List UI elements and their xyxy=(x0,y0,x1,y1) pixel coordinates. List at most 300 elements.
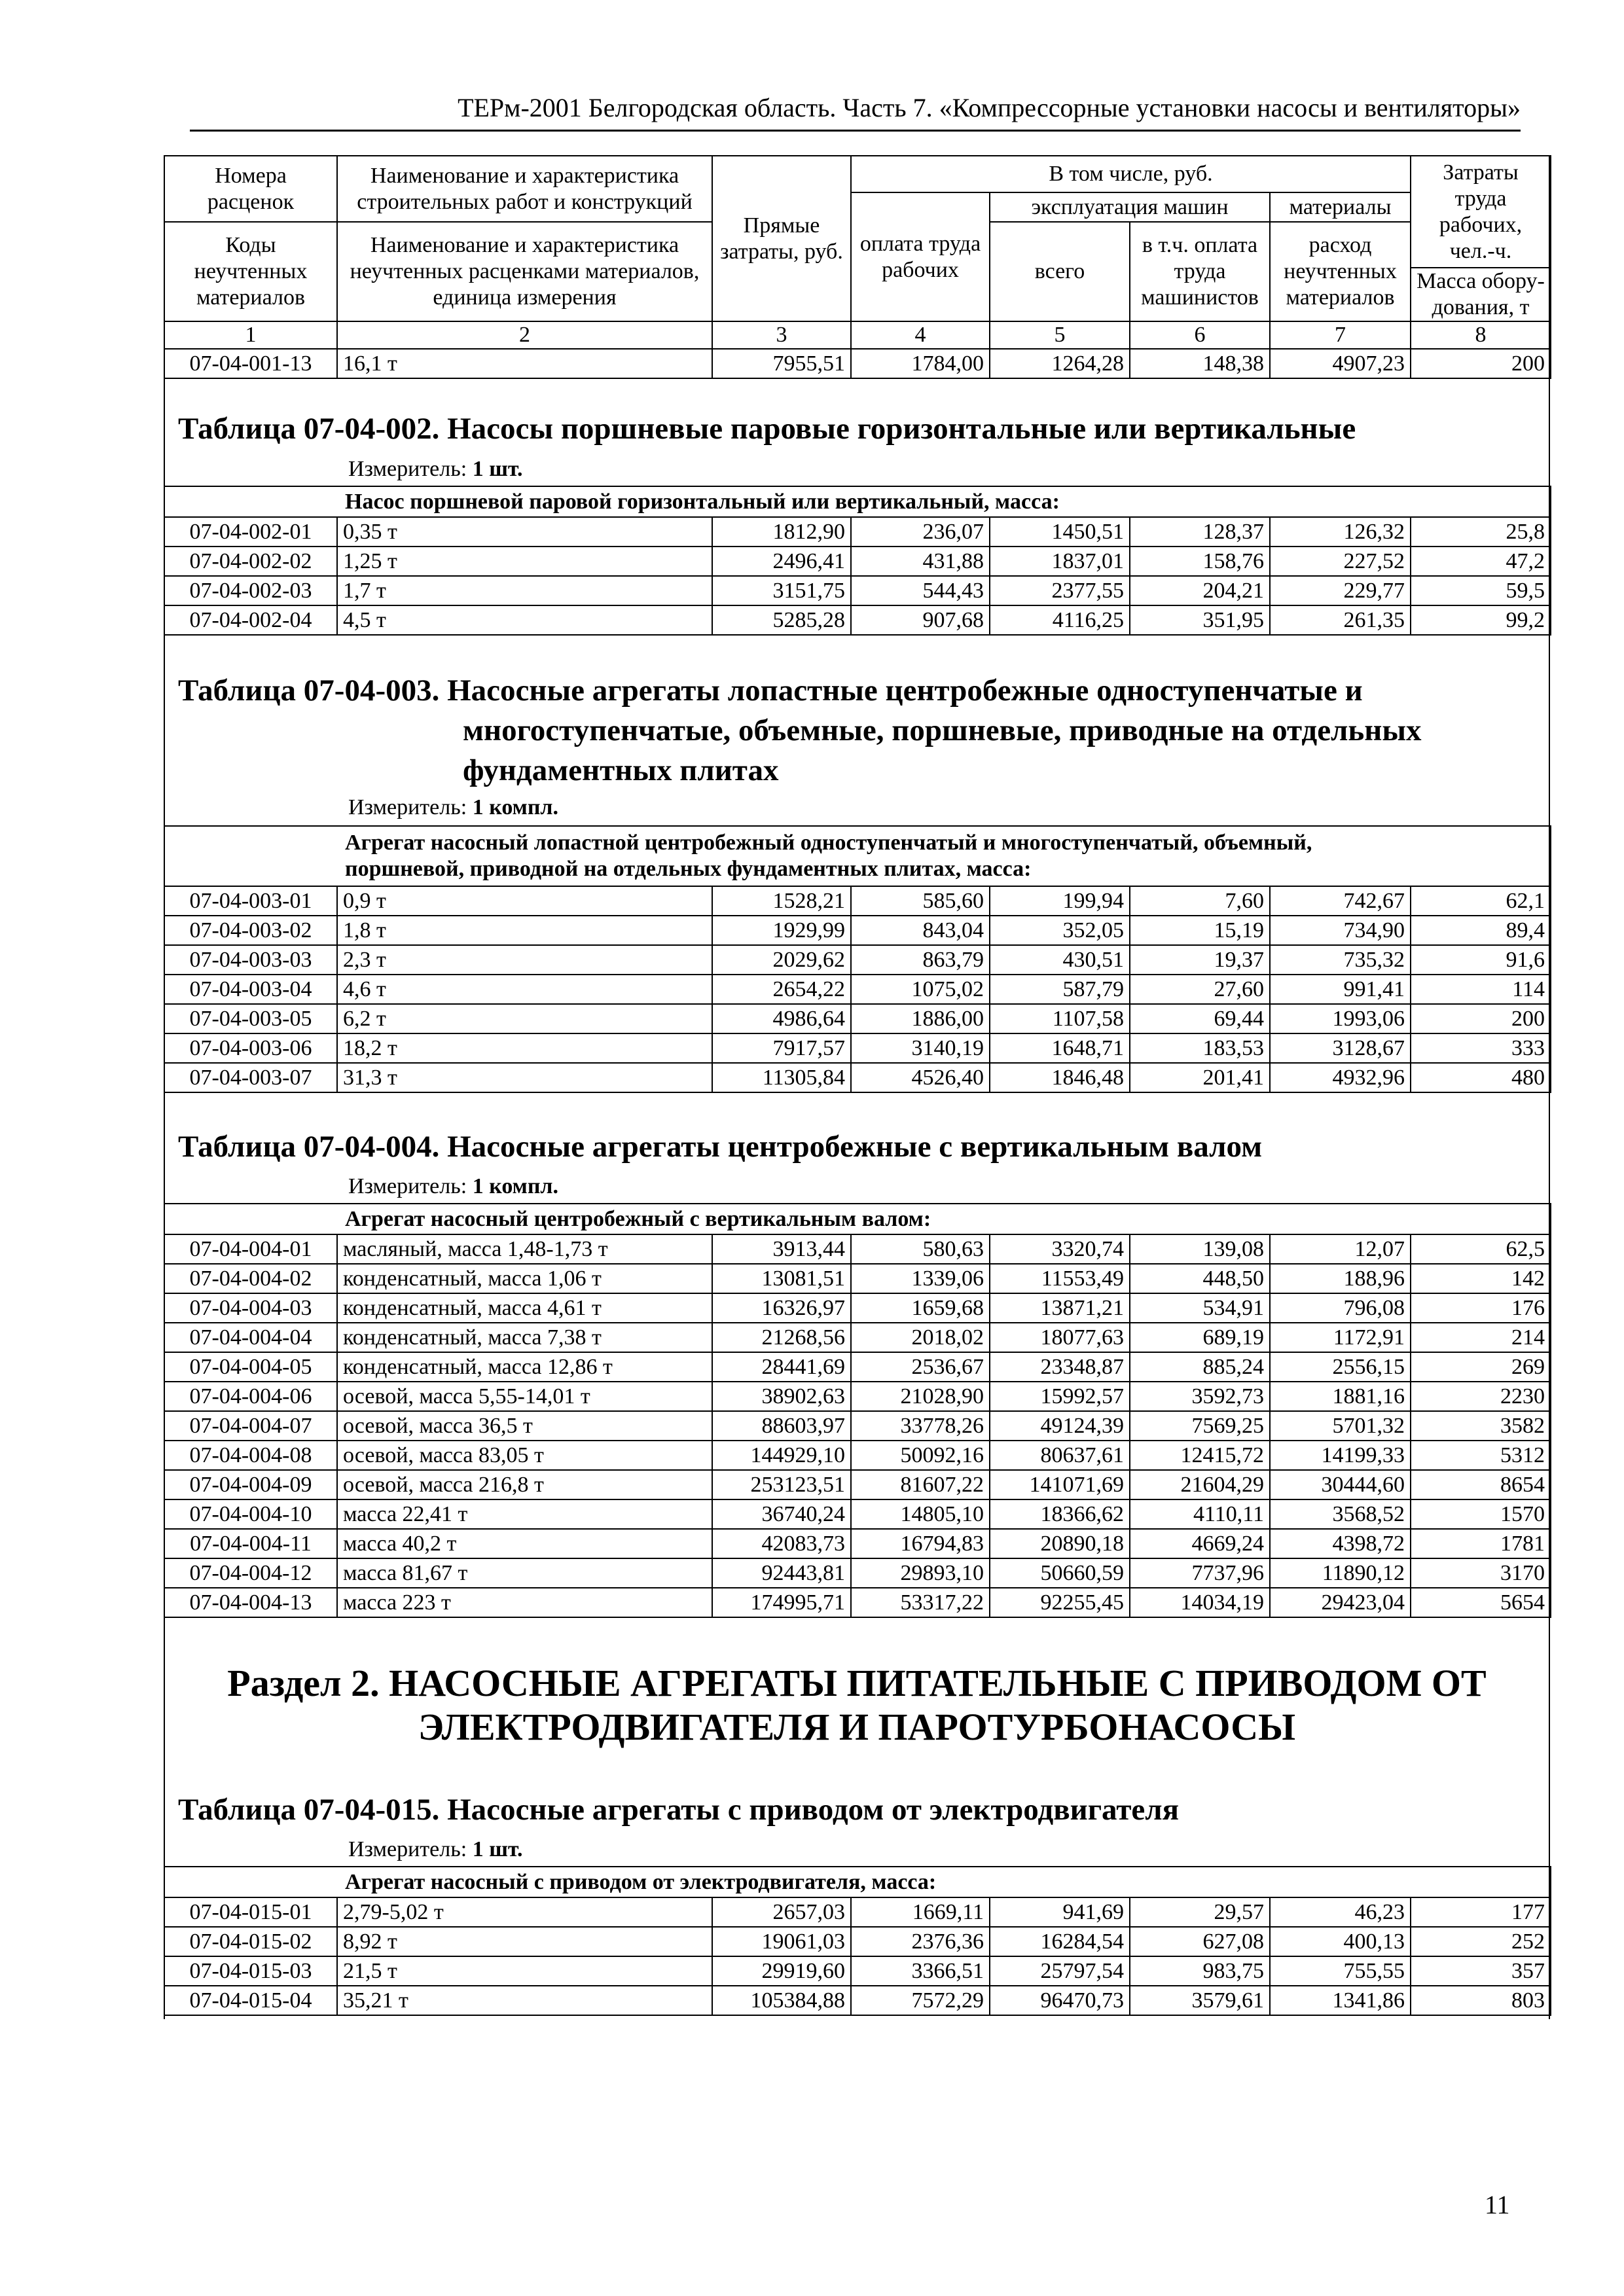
subheader-015: Агрегат насосный с приводом от электродвигателя, масса: xyxy=(164,1867,1551,1897)
row-machinist-pay: 128,37 xyxy=(1130,517,1270,547)
row-labor-hours: 1570 xyxy=(1411,1499,1551,1529)
row-materials: 30444,60 xyxy=(1270,1470,1411,1499)
table-row xyxy=(164,1004,1551,1033)
row-labor-pay: 843,04 xyxy=(851,916,990,945)
table-row xyxy=(164,1588,1551,1617)
row-machinist-pay: 689,19 xyxy=(1130,1323,1270,1352)
row-direct-costs: 38902,63 xyxy=(712,1382,851,1411)
row-labor-hours: 5312 xyxy=(1411,1441,1551,1470)
row-code: 07-04-004-02 xyxy=(164,1264,337,1293)
row-name: осевой, масса 83,05 т xyxy=(337,1441,712,1470)
col8-header-bottom: Масса обору-дования, т xyxy=(1411,268,1551,321)
row-name: 1,8 т xyxy=(337,916,712,945)
row-labor-hours: 59,5 xyxy=(1411,576,1551,605)
row-materials: 11890,12 xyxy=(1270,1558,1411,1588)
row-direct-costs: 3151,75 xyxy=(712,576,851,605)
table-row xyxy=(164,517,1551,547)
table-row xyxy=(164,1411,1551,1441)
row-direct-costs: 3913,44 xyxy=(712,1234,851,1264)
col2-header-bottom: Наименование и характеристика неучтенных расценками материалов, единица измерения xyxy=(337,222,712,321)
row-machines-total: 1107,58 xyxy=(990,1004,1130,1033)
measure-value: 1 компл. xyxy=(472,795,559,819)
row-machines-total: 25797,54 xyxy=(990,1956,1130,1986)
row-machines-total: 18077,63 xyxy=(990,1323,1130,1352)
row-labor-hours: 99,2 xyxy=(1411,605,1551,635)
row-direct-costs: 5285,28 xyxy=(712,605,851,635)
row-machines-total: 4116,25 xyxy=(990,605,1130,635)
row-code: 07-04-004-05 xyxy=(164,1352,337,1382)
row-machines-total: 1837,01 xyxy=(990,547,1130,576)
group-including-header: В том числе, руб. xyxy=(851,156,1411,192)
row-materials: 14199,33 xyxy=(1270,1441,1411,1470)
row-materials: 1172,91 xyxy=(1270,1323,1411,1352)
row-labor-hours: 200 xyxy=(1411,349,1551,378)
col3-header: Прямые затраты, руб. xyxy=(712,156,851,321)
row-machinist-pay: 148,38 xyxy=(1130,349,1270,378)
row-code: 07-04-002-04 xyxy=(164,605,337,635)
row-materials: 742,67 xyxy=(1270,886,1411,916)
section-heading-line1: Раздел 2. НАСОСНЫЕ АГРЕГАТЫ ПИТАТЕЛЬНЫЕ С ПРИВОДОМ ОТ xyxy=(227,1662,1487,1704)
row-labor-pay: 1669,11 xyxy=(851,1897,990,1927)
table-row xyxy=(164,1033,1551,1063)
row-materials: 5701,32 xyxy=(1270,1411,1411,1441)
table-row xyxy=(164,576,1551,605)
row-name: 4,6 т xyxy=(337,975,712,1004)
row-direct-costs: 29919,60 xyxy=(712,1956,851,1986)
row-labor-hours: 2230 xyxy=(1411,1382,1551,1411)
measure-label: Измеритель: xyxy=(348,1174,467,1198)
row-materials: 1993,06 xyxy=(1270,1004,1411,1033)
row-machines-total: 80637,61 xyxy=(990,1441,1130,1470)
table-row xyxy=(164,1986,1551,2015)
row-direct-costs: 7955,51 xyxy=(712,349,851,378)
measure-015 xyxy=(348,1837,523,1863)
row-labor-hours: 177 xyxy=(1411,1897,1551,1927)
measure-label: Измеритель: xyxy=(348,457,467,481)
row-labor-pay: 1784,00 xyxy=(851,349,990,378)
table-row xyxy=(164,1323,1551,1352)
table-row xyxy=(164,1529,1551,1558)
col-number-8: 8 xyxy=(1411,321,1551,349)
row-name: конденсатный, масса 4,61 т xyxy=(337,1293,712,1323)
row-labor-pay: 3366,51 xyxy=(851,1956,990,1986)
table-row xyxy=(164,1382,1551,1411)
row-machinist-pay: 3592,73 xyxy=(1130,1382,1270,1411)
row-labor-hours: 91,6 xyxy=(1411,945,1551,975)
row-materials: 3128,67 xyxy=(1270,1033,1411,1063)
row-machinist-pay: 139,08 xyxy=(1130,1234,1270,1264)
col-number-1: 1 xyxy=(164,321,337,349)
row-code: 07-04-003-05 xyxy=(164,1004,337,1033)
col-number-5: 5 xyxy=(990,321,1130,349)
row-direct-costs: 16326,97 xyxy=(712,1293,851,1323)
row-labor-pay: 53317,22 xyxy=(851,1588,990,1617)
row-code: 07-04-015-03 xyxy=(164,1956,337,1986)
row-materials: 991,41 xyxy=(1270,975,1411,1004)
table-row xyxy=(164,945,1551,975)
row-machinist-pay: 201,41 xyxy=(1130,1063,1270,1092)
row-labor-hours: 62,1 xyxy=(1411,886,1551,916)
table-row xyxy=(164,1956,1551,1986)
row-direct-costs: 19061,03 xyxy=(712,1927,851,1956)
row-direct-costs: 1528,21 xyxy=(712,886,851,916)
measure-002 xyxy=(348,456,523,482)
row-direct-costs: 21268,56 xyxy=(712,1323,851,1352)
col-number-7: 7 xyxy=(1270,321,1411,349)
row-machines-total: 1264,28 xyxy=(990,349,1130,378)
row-name: масляный, масса 1,48-1,73 т xyxy=(337,1234,712,1264)
row-materials: 735,32 xyxy=(1270,945,1411,975)
row-labor-hours: 252 xyxy=(1411,1927,1551,1956)
table-row xyxy=(164,886,1551,916)
table-row xyxy=(164,1441,1551,1470)
table-title-004: Таблица 07-04-004. Насосные агрегаты центробежные с вертикальным валом xyxy=(178,1130,1263,1164)
row-materials: 734,90 xyxy=(1270,916,1411,945)
col5-header: всего xyxy=(990,222,1130,321)
row-labor-pay: 21028,90 xyxy=(851,1382,990,1411)
row-machinist-pay: 15,19 xyxy=(1130,916,1270,945)
row-labor-pay: 33778,26 xyxy=(851,1411,990,1441)
row-machinist-pay: 534,91 xyxy=(1130,1293,1270,1323)
row-materials: 1341,86 xyxy=(1270,1986,1411,2015)
row-name: масса 22,41 т xyxy=(337,1499,712,1529)
row-machines-total: 16284,54 xyxy=(990,1927,1130,1956)
row-machines-total: 1450,51 xyxy=(990,517,1130,547)
row-code: 07-04-004-13 xyxy=(164,1588,337,1617)
row-machinist-pay: 4669,24 xyxy=(1130,1529,1270,1558)
row-labor-hours: 214 xyxy=(1411,1323,1551,1352)
row-labor-hours: 47,2 xyxy=(1411,547,1551,576)
row-labor-pay: 81607,22 xyxy=(851,1470,990,1499)
table-003 xyxy=(164,825,1551,1093)
row-labor-hours: 1781 xyxy=(1411,1529,1551,1558)
row-labor-pay: 236,07 xyxy=(851,517,990,547)
row-name: масса 81,67 т xyxy=(337,1558,712,1588)
row-materials: 227,52 xyxy=(1270,547,1411,576)
row-labor-pay: 585,60 xyxy=(851,886,990,916)
row-code: 07-04-003-07 xyxy=(164,1063,337,1092)
row-machinist-pay: 7737,96 xyxy=(1130,1558,1270,1588)
table-row xyxy=(164,1293,1551,1323)
row-labor-pay: 580,63 xyxy=(851,1234,990,1264)
row-machines-total: 141071,69 xyxy=(990,1470,1130,1499)
subheader-004: Агрегат насосный центробежный с вертикальным валом: xyxy=(164,1204,1551,1234)
header-rule xyxy=(190,130,1521,132)
measure-label: Измеритель: xyxy=(348,1837,467,1861)
row-labor-pay: 16794,83 xyxy=(851,1529,990,1558)
col1-header-top: Номера расценок xyxy=(164,156,337,222)
row-machinist-pay: 627,08 xyxy=(1130,1927,1270,1956)
row-machines-total: 430,51 xyxy=(990,945,1130,975)
row-direct-costs: 105384,88 xyxy=(712,1986,851,2015)
col-number-2: 2 xyxy=(337,321,712,349)
row-labor-pay: 3140,19 xyxy=(851,1033,990,1063)
row-code: 07-04-004-04 xyxy=(164,1323,337,1352)
row-name: 35,21 т xyxy=(337,1986,712,2015)
row-labor-hours: 480 xyxy=(1411,1063,1551,1092)
page-number: 11 xyxy=(1485,2190,1510,2219)
row-code: 07-04-004-10 xyxy=(164,1499,337,1529)
row-materials: 12,07 xyxy=(1270,1234,1411,1264)
row-materials: 4398,72 xyxy=(1270,1529,1411,1558)
row-machines-total: 96470,73 xyxy=(990,1986,1130,2015)
row-labor-hours: 3582 xyxy=(1411,1411,1551,1441)
row-machinist-pay: 158,76 xyxy=(1130,547,1270,576)
row-direct-costs: 2029,62 xyxy=(712,945,851,975)
row-machines-total: 3320,74 xyxy=(990,1234,1130,1264)
row-machines-total: 20890,18 xyxy=(990,1529,1130,1558)
measure-004 xyxy=(348,1174,558,1200)
row-name: осевой, масса 5,55-14,01 т xyxy=(337,1382,712,1411)
row-name: 18,2 т xyxy=(337,1033,712,1063)
row-materials: 4932,96 xyxy=(1270,1063,1411,1092)
running-header: ТЕРм-2001 Белгородская область. Часть 7. «Компрессорные установки насосы и вентиляторы» xyxy=(458,93,1521,122)
row-code: 07-04-002-03 xyxy=(164,576,337,605)
table-row xyxy=(164,1063,1551,1092)
row-name: масса 40,2 т xyxy=(337,1529,712,1558)
row-machinist-pay: 19,37 xyxy=(1130,945,1270,975)
row-machinist-pay: 69,44 xyxy=(1130,1004,1270,1033)
row-machines-total: 13871,21 xyxy=(990,1293,1130,1323)
row-labor-hours: 62,5 xyxy=(1411,1234,1551,1264)
row-machinist-pay: 27,60 xyxy=(1130,975,1270,1004)
row-labor-hours: 25,8 xyxy=(1411,517,1551,547)
row-materials: 796,08 xyxy=(1270,1293,1411,1323)
table-row xyxy=(164,605,1551,635)
row-direct-costs: 11305,84 xyxy=(712,1063,851,1092)
row-name: 6,2 т xyxy=(337,1004,712,1033)
row-machinist-pay: 4110,11 xyxy=(1130,1499,1270,1529)
table-row xyxy=(164,975,1551,1004)
row-direct-costs: 174995,71 xyxy=(712,1588,851,1617)
col1-header-bottom: Коды неучтенных материалов xyxy=(164,222,337,321)
col2-header-top: Наименование и характеристика строительных работ и конструкций xyxy=(337,156,712,222)
row-name: 2,79-5,02 т xyxy=(337,1897,712,1927)
row-code: 07-04-004-07 xyxy=(164,1411,337,1441)
row-labor-pay: 50092,16 xyxy=(851,1441,990,1470)
row-name: масса 223 т xyxy=(337,1588,712,1617)
row-labor-hours: 89,4 xyxy=(1411,916,1551,945)
row-labor-pay: 907,68 xyxy=(851,605,990,635)
row-code: 07-04-004-08 xyxy=(164,1441,337,1470)
row-code: 07-04-003-01 xyxy=(164,886,337,916)
row-direct-costs: 36740,24 xyxy=(712,1499,851,1529)
row-machines-total: 352,05 xyxy=(990,916,1130,945)
row-direct-costs: 4986,64 xyxy=(712,1004,851,1033)
row-machines-total: 18366,62 xyxy=(990,1499,1130,1529)
row-direct-costs: 144929,10 xyxy=(712,1441,851,1470)
row-labor-pay: 4526,40 xyxy=(851,1063,990,1092)
col-number-3: 3 xyxy=(712,321,851,349)
row-name: 31,3 т xyxy=(337,1063,712,1092)
row-labor-hours: 176 xyxy=(1411,1293,1551,1323)
row-machines-total: 587,79 xyxy=(990,975,1130,1004)
row-machines-total: 49124,39 xyxy=(990,1411,1130,1441)
row-machines-total: 2377,55 xyxy=(990,576,1130,605)
subheader-002: Насос поршневой паровой горизонтальный или вертикальный, масса: xyxy=(164,486,1551,517)
row-direct-costs: 2657,03 xyxy=(712,1897,851,1927)
row-code: 07-04-004-01 xyxy=(164,1234,337,1264)
row-code: 07-04-004-11 xyxy=(164,1529,337,1558)
row-code: 07-04-004-12 xyxy=(164,1558,337,1588)
row-name: 2,3 т xyxy=(337,945,712,975)
row-direct-costs: 7917,57 xyxy=(712,1033,851,1063)
row-labor-hours: 333 xyxy=(1411,1033,1551,1063)
row-materials: 126,32 xyxy=(1270,517,1411,547)
row-machines-total: 1846,48 xyxy=(990,1063,1130,1092)
row-materials: 400,13 xyxy=(1270,1927,1411,1956)
row-machinist-pay: 885,24 xyxy=(1130,1352,1270,1382)
row-name: 8,92 т xyxy=(337,1927,712,1956)
row-machinist-pay: 7569,25 xyxy=(1130,1411,1270,1441)
subheader-003 xyxy=(164,826,1551,886)
table-015 xyxy=(164,1866,1551,2016)
row-machines-total: 15992,57 xyxy=(990,1382,1130,1411)
col-number-6: 6 xyxy=(1130,321,1270,349)
row-name: 1,7 т xyxy=(337,576,712,605)
col-number-4: 4 xyxy=(851,321,990,349)
table-title-015: Таблица 07-04-015. Насосные агрегаты с приводом от электродвигателя xyxy=(178,1793,1180,1827)
row-machines-total: 199,94 xyxy=(990,886,1130,916)
col8-header-top: Затраты труда рабочих, чел.-ч. xyxy=(1411,156,1551,268)
subheader-003-line2: поршневой, приводной на отдельных фундаментных плитах, масса: xyxy=(345,857,1032,881)
row-labor-pay: 2376,36 xyxy=(851,1927,990,1956)
row-machines-total: 1648,71 xyxy=(990,1033,1130,1063)
row-machinist-pay: 3579,61 xyxy=(1130,1986,1270,2015)
table-row xyxy=(164,1499,1551,1529)
row-code: 07-04-003-03 xyxy=(164,945,337,975)
row-name: 21,5 т xyxy=(337,1956,712,1986)
row-code: 07-04-001-13 xyxy=(164,349,337,378)
table-title-002: Таблица 07-04-002. Насосы поршневые паровые горизонтальные или вертикальные xyxy=(178,412,1356,446)
row-machines-total: 50660,59 xyxy=(990,1558,1130,1588)
row-direct-costs: 1812,90 xyxy=(712,517,851,547)
row-machinist-pay: 983,75 xyxy=(1130,1956,1270,1986)
row-labor-pay: 1339,06 xyxy=(851,1264,990,1293)
row-labor-hours: 200 xyxy=(1411,1004,1551,1033)
row-code: 07-04-004-06 xyxy=(164,1382,337,1411)
row-labor-hours: 269 xyxy=(1411,1352,1551,1382)
row-materials: 261,35 xyxy=(1270,605,1411,635)
table-row xyxy=(164,1558,1551,1588)
row-name: 4,5 т xyxy=(337,605,712,635)
table-row xyxy=(164,1897,1551,1927)
row-name: конденсатный, масса 1,06 т xyxy=(337,1264,712,1293)
measure-value: 1 шт. xyxy=(472,457,523,481)
row-materials: 29423,04 xyxy=(1270,1588,1411,1617)
row-code: 07-04-003-02 xyxy=(164,916,337,945)
measure-value: 1 компл. xyxy=(472,1174,559,1198)
row-direct-costs: 92443,81 xyxy=(712,1558,851,1588)
row-machinist-pay: 351,95 xyxy=(1130,605,1270,635)
row-labor-pay: 2018,02 xyxy=(851,1323,990,1352)
table-title-003 xyxy=(178,671,1422,791)
group-materials-header: материалы xyxy=(1270,192,1411,222)
row-materials: 3568,52 xyxy=(1270,1499,1411,1529)
row-direct-costs: 42083,73 xyxy=(712,1529,851,1558)
row-labor-hours: 142 xyxy=(1411,1264,1551,1293)
row-labor-hours: 803 xyxy=(1411,1986,1551,2015)
table-row xyxy=(164,916,1551,945)
row-name: 0,35 т xyxy=(337,517,712,547)
row-labor-pay: 544,43 xyxy=(851,576,990,605)
row-machinist-pay: 183,53 xyxy=(1130,1033,1270,1063)
row-direct-costs: 253123,51 xyxy=(712,1470,851,1499)
row-code: 07-04-002-02 xyxy=(164,547,337,576)
row-machines-total: 23348,87 xyxy=(990,1352,1130,1382)
row-name: осевой, масса 216,8 т xyxy=(337,1470,712,1499)
row-labor-hours: 8654 xyxy=(1411,1470,1551,1499)
row-direct-costs: 2496,41 xyxy=(712,547,851,576)
row-direct-costs: 13081,51 xyxy=(712,1264,851,1293)
table-row xyxy=(164,349,1551,378)
row-machinist-pay: 21604,29 xyxy=(1130,1470,1270,1499)
row-name: 16,1 т xyxy=(337,349,712,378)
row-labor-pay: 1659,68 xyxy=(851,1293,990,1323)
row-materials: 188,96 xyxy=(1270,1264,1411,1293)
row-code: 07-04-004-09 xyxy=(164,1470,337,1499)
row-labor-pay: 431,88 xyxy=(851,547,990,576)
measure-003 xyxy=(348,795,558,821)
row-labor-pay: 1075,02 xyxy=(851,975,990,1004)
row-code: 07-04-015-04 xyxy=(164,1986,337,2015)
row-machines-total: 11553,49 xyxy=(990,1264,1130,1293)
row-labor-hours: 114 xyxy=(1411,975,1551,1004)
row-machinist-pay: 204,21 xyxy=(1130,576,1270,605)
row-code: 07-04-004-03 xyxy=(164,1293,337,1323)
row-labor-pay: 1886,00 xyxy=(851,1004,990,1033)
table-row xyxy=(164,1352,1551,1382)
row-name: осевой, масса 36,5 т xyxy=(337,1411,712,1441)
row-materials: 1881,16 xyxy=(1270,1382,1411,1411)
row-labor-pay: 863,79 xyxy=(851,945,990,975)
row-machinist-pay: 29,57 xyxy=(1130,1897,1270,1927)
row-machinist-pay: 7,60 xyxy=(1130,886,1270,916)
col4-header: оплата труда рабочих xyxy=(851,192,990,321)
table-row xyxy=(164,1234,1551,1264)
section-heading xyxy=(164,1661,1550,1749)
row-materials: 2556,15 xyxy=(1270,1352,1411,1382)
table-title-003-line2: многоступенчатые, объемные, поршневые, приводные на отдельных xyxy=(463,713,1422,747)
row-materials: 229,77 xyxy=(1270,576,1411,605)
row-name: 1,25 т xyxy=(337,547,712,576)
section-heading-line2: ЭЛЕКТРОДВИГАТЕЛЯ И ПАРОТУРБОНАСОСЫ xyxy=(418,1706,1296,1748)
measure-value: 1 шт. xyxy=(472,1837,523,1861)
row-direct-costs: 1929,99 xyxy=(712,916,851,945)
row-name: конденсатный, масса 7,38 т xyxy=(337,1323,712,1352)
row-machinist-pay: 448,50 xyxy=(1130,1264,1270,1293)
row-labor-pay: 7572,29 xyxy=(851,1986,990,2015)
row-materials: 755,55 xyxy=(1270,1956,1411,1986)
table-row xyxy=(164,1264,1551,1293)
row-machines-total: 941,69 xyxy=(990,1897,1130,1927)
col7-header: расход неучтенных материалов xyxy=(1270,222,1411,321)
col6-header: в т.ч. оплата труда машинистов xyxy=(1130,222,1270,321)
row-machinist-pay: 12415,72 xyxy=(1130,1441,1270,1470)
table-row xyxy=(164,1470,1551,1499)
row-code: 07-04-002-01 xyxy=(164,517,337,547)
row-machinist-pay: 14034,19 xyxy=(1130,1588,1270,1617)
row-labor-pay: 14805,10 xyxy=(851,1499,990,1529)
row-direct-costs: 88603,97 xyxy=(712,1411,851,1441)
row-labor-hours: 5654 xyxy=(1411,1588,1551,1617)
row-machines-total: 92255,45 xyxy=(990,1588,1130,1617)
table-title-003-line1: Таблица 07-04-003. Насосные агрегаты лопастные центробежные одноступенчатые и xyxy=(178,673,1363,708)
table-004 xyxy=(164,1203,1551,1618)
measure-label: Измеритель: xyxy=(348,795,467,819)
row-name: конденсатный, масса 12,86 т xyxy=(337,1352,712,1382)
table-title-003-line3: фундаментных плитах xyxy=(463,753,779,787)
